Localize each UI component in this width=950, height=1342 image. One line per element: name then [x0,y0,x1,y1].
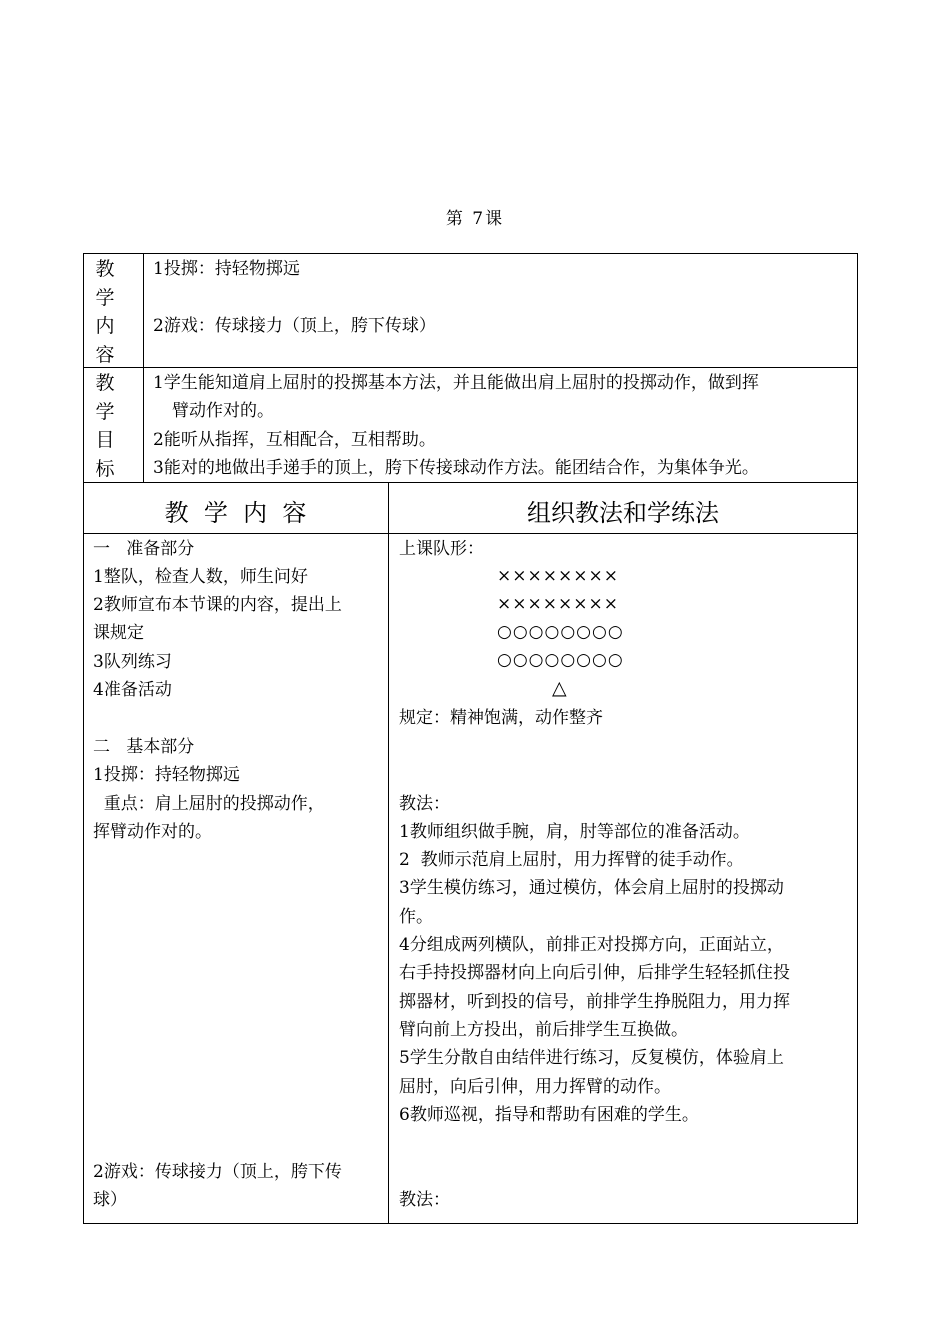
prep-item-3: 3队列练习 [93,652,172,672]
game-item-cont: 球） [93,1190,127,1210]
prep-item-2: 2教师宣布本节课的内容，提出上 [93,595,342,615]
formation-row-x-1: ×××××××× [497,566,619,586]
right-column-header: 组织教法和学练法 [527,499,719,527]
method-step-3-cont: 作。 [399,907,433,927]
page-title: 第 7课 [445,209,505,229]
method-label: 教法： [399,794,450,814]
content-label: 教 学 内 容 [95,258,115,366]
teacher-position-icon: △ [552,677,568,699]
divider-content-objective [83,367,858,368]
prep-item-2-cont: 课规定 [93,623,144,643]
divider-main-columns [388,482,389,1224]
prep-item-4: 4准备活动 [93,680,172,700]
method-step-2: 2 教师示范肩上屈肘，用力挥臂的徒手动作。 [399,850,744,870]
method-step-5-cont: 屈肘，向后引伸，用力挥臂的动作。 [399,1077,671,1097]
method-step-4-cont-3: 臂向前上方投出，前后排学生互换做。 [399,1020,688,1040]
method-step-4-cont-1: 右手持投掷器材向上向后引伸，后排学生轻轻抓住投 [399,963,790,983]
prep-item-1: 1整队，检查人数，师生问好 [93,567,308,587]
prep-title: 一 准备部分 [93,539,195,559]
formation-label: 上课队形： [399,539,484,559]
objective-line-1: 1学生能知道肩上屈肘的投掷基本方法，并且能做出肩上屈肘的投掷动作，做到挥 [153,373,759,393]
divider-label-column [143,253,144,482]
basic-title: 二 基本部分 [93,737,195,757]
method-step-4: 4分组成两列横队，前排正对投掷方向，正面站立， [399,935,784,955]
left-column-header: 教 学 内 容 [164,499,307,527]
formation-rule: 规定：精神饱满，动作整齐 [399,708,603,728]
basic-item-1: 1投掷：持轻物掷远 [93,765,240,785]
content-item-2: 2游戏：传球接力（顶上，胯下传球） [153,316,436,336]
content-item-1: 1投掷：持轻物掷远 [153,259,300,279]
method-step-5: 5学生分散自由结伴进行练习，反复模仿，体验肩上 [399,1048,784,1068]
method-step-6: 6教师巡视，指导和帮助有困难的学生。 [399,1105,699,1125]
method-step-3: 3学生模仿练习，通过模仿，体会肩上屈肘的投掷动 [399,878,784,898]
formation-row-x-2: ×××××××× [497,594,619,614]
objective-label: 教 学 目 标 [95,372,115,480]
objective-line-1-cont: 臂动作对的。 [172,401,274,421]
focus-point-cont: 挥臂动作对的。 [93,822,212,842]
method-step-1: 1教师组织做手腕，肩，肘等部位的准备活动。 [399,822,750,842]
formation-row-o-2: ○○○○○○○○ [497,650,624,670]
formation-row-o-1: ○○○○○○○○ [497,622,624,642]
focus-point: 重点：肩上屈肘的投掷动作， [93,794,325,814]
game-item: 2游戏：传球接力（顶上，胯下传 [93,1162,342,1182]
method-step-4-cont-2: 掷器材，听到投的信号，前排学生挣脱阻力，用力挥 [399,992,790,1012]
objective-line-2: 2能听从指挥，互相配合，互相帮助。 [153,430,436,450]
method-label-game: 教法： [399,1190,450,1210]
divider-header-body [83,533,858,534]
objective-line-3: 3能对的地做出手递手的顶上，胯下传接球动作方法。能团结合作，为集体争光。 [153,458,759,478]
